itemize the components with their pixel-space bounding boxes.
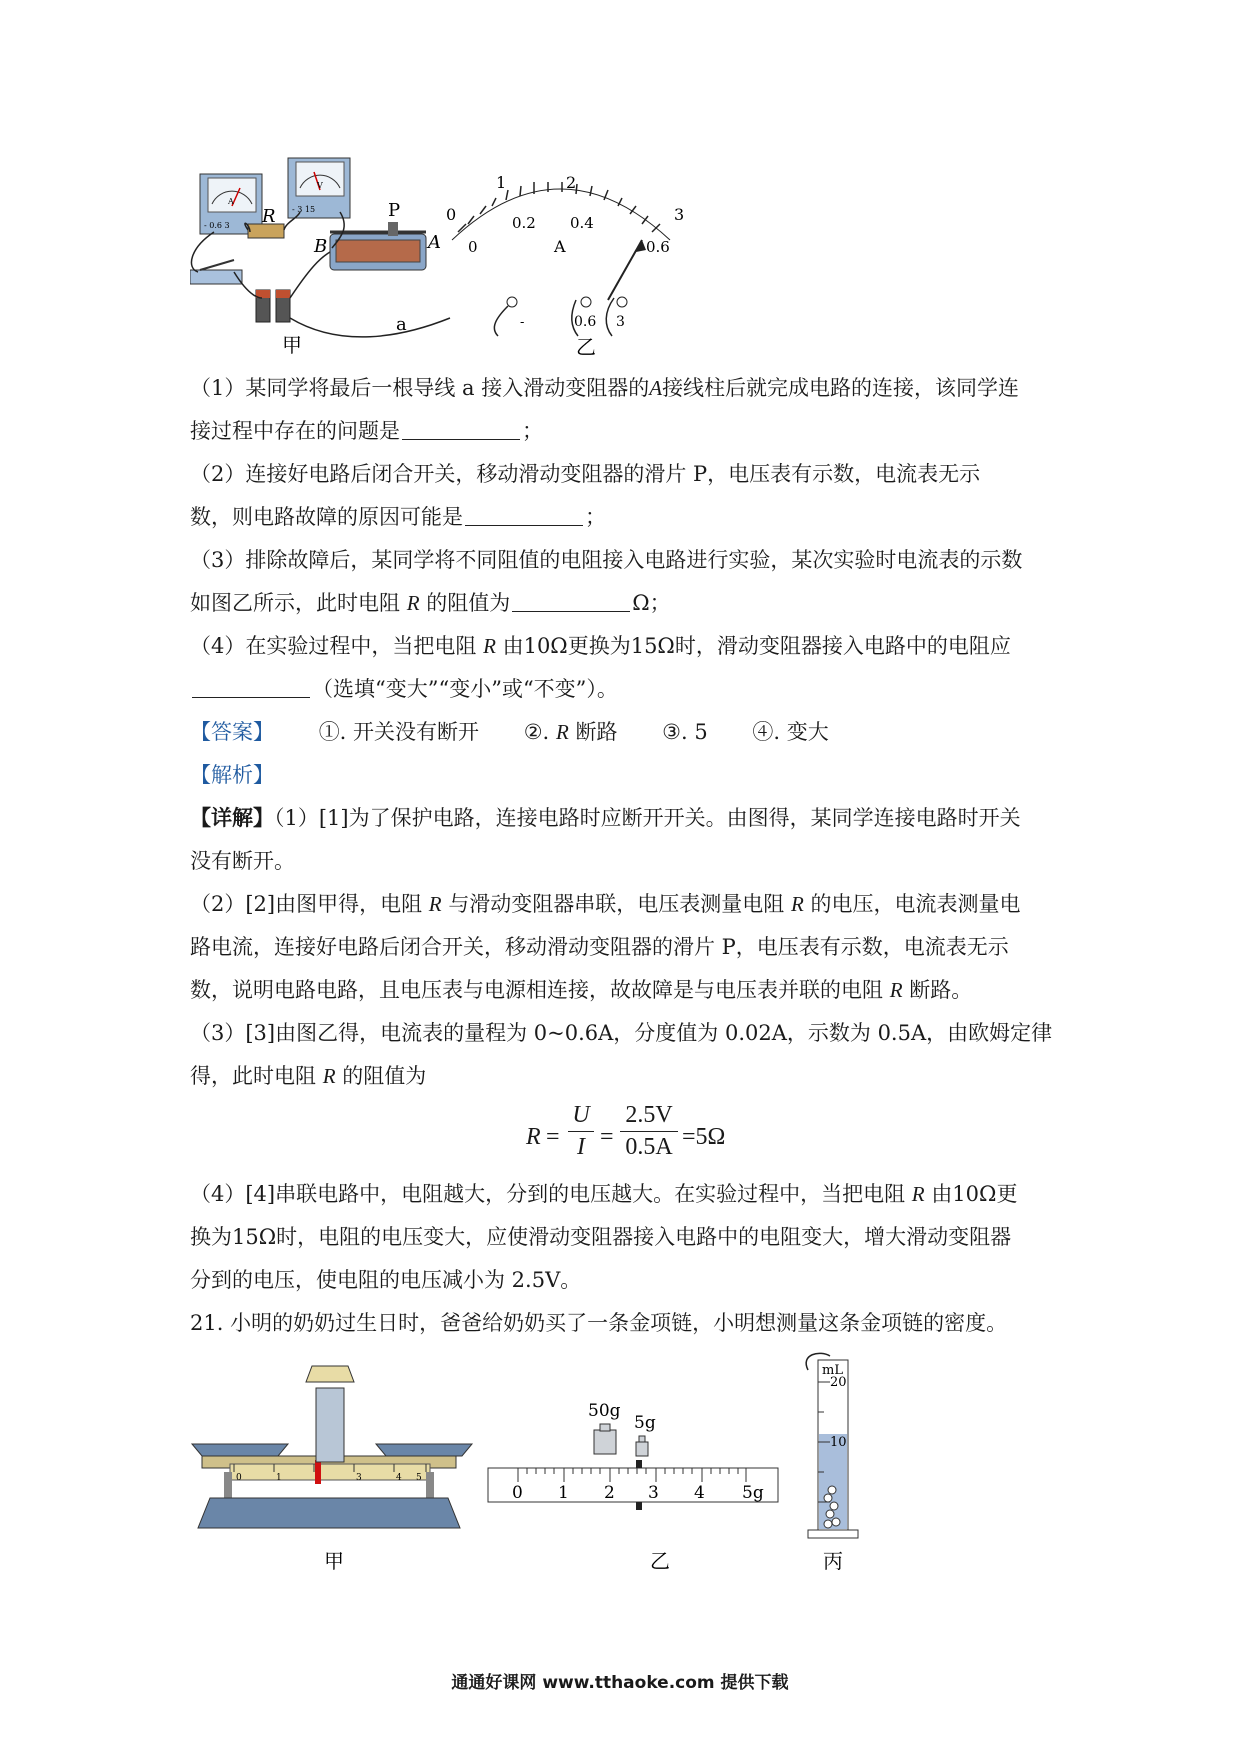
figure2-caption-1: 甲: [324, 1549, 344, 1573]
answer-item-4: ④. 变大: [752, 720, 829, 744]
figure2-caption-2: 乙: [650, 1549, 670, 1573]
dial-bottom-0.4: 0.4: [570, 214, 594, 232]
analysis-p2-line2: 路电流，连接好电路后闭合开关，移动滑动变阻器的滑片 P，电压表有示数，电流表无示: [190, 935, 1009, 959]
balance-tick-3: 3: [356, 1473, 362, 1483]
ohm-law-formula: R = U I = 2.5V 0.5A =5Ω: [526, 1102, 726, 1160]
weight-5g: 5g: [634, 1413, 656, 1433]
answer-item-2: ②. R 断路: [523, 720, 618, 744]
cylinder-mark-20: 20: [830, 1375, 847, 1390]
terminal-3: 3: [616, 314, 625, 330]
q2-line2: 数，则电路故障的原因可能是 ；: [190, 505, 606, 529]
scale-tick-3: 3: [648, 1483, 659, 1503]
answer-label: 【答案】: [190, 720, 274, 744]
dial-unit: A: [554, 237, 566, 256]
q4-line1: （4）在实验过程中，当把电阻 R 由10Ω更换为15Ω时，滑动变阻器接入电路中的电阻应: [190, 634, 1011, 658]
analysis-p2-line1: （2）[2]由图甲得，电阻 R 与滑动变阻器串联，电压表测量电阻 R 的电压，电流表测量电: [190, 892, 1021, 916]
page-footer: 通通好课网 www.tthaoke.com 提供下载: [451, 1673, 789, 1693]
analysis-label: 【解析】: [190, 763, 274, 787]
scale-tick-2: 2: [604, 1483, 615, 1503]
analysis-p4-line1: （4）[4]串联电路中，电阻越大，分到的电压越大。在实验过程中，当把电阻 R 由10Ω更: [190, 1182, 1018, 1206]
terminal-minus: -: [520, 315, 525, 330]
analysis-p4-line2: 换为15Ω时，电阻的电压变大，应使滑动变阻器接入电路中的电阻变大，增大滑动变阻器: [190, 1225, 1012, 1249]
balance-scale: [192, 1366, 472, 1573]
balance-tick-5: 5: [416, 1473, 422, 1483]
ammeter-symbol: A: [228, 197, 234, 206]
analysis-p3-line2: 得，此时电阻 R 的阻值为: [190, 1064, 427, 1088]
q3-answer-blank[interactable]: [512, 591, 630, 612]
analysis-p1-line1: 【详解】（1）[1]为了保护电路，连接电路时应断开开关。由图得，某同学连接电路时开关: [190, 805, 1021, 830]
scale-tick-5g: 5g: [742, 1483, 764, 1503]
q1-line2: 接过程中存在的问题是 ；: [190, 419, 543, 443]
q1-line1: （1）某同学将最后一根导线 a 接入滑动变阻器的A接线柱后就完成电路的连接，该同学连: [190, 376, 1020, 400]
measuring-cylinder: [806, 1353, 858, 1573]
slider-P-label: P: [388, 200, 401, 221]
analysis-p4-line3: 分到的电压，使电阻的电压减小为 2.5V。: [190, 1268, 582, 1292]
dial-top-1: 1: [496, 173, 507, 192]
dial-bottom-0.2: 0.2: [512, 214, 536, 232]
ammeter-dial: [446, 173, 684, 358]
terminal-A-label: A: [428, 232, 441, 253]
wire-a-label: a: [396, 314, 407, 335]
q1-answer-blank[interactable]: [402, 419, 520, 440]
figure1-caption-right: 乙: [576, 335, 596, 358]
rider-scale: [488, 1401, 778, 1573]
q2-line1: （2）连接好电路后闭合开关，移动滑动变阻器的滑片 P，电压表有示数，电流表无示: [190, 462, 981, 486]
q3-line2: 如图乙所示，此时电阻 R 的阻值为 Ω；: [190, 591, 671, 615]
balance-tick-4: 4: [396, 1473, 402, 1483]
cylinder-mark-10: 10: [830, 1435, 847, 1450]
dial-top-0: 0: [446, 205, 457, 224]
dial-top-3: 3: [674, 205, 685, 224]
scale-tick-1: 1: [558, 1483, 569, 1503]
answer-item-3: ③. 5: [662, 720, 708, 744]
answer-line: [190, 718, 829, 746]
balance-tick-1: 1: [276, 1473, 282, 1483]
balance-tick-0: 0: [236, 1473, 242, 1483]
circuit-figure: [190, 148, 710, 358]
q3-line1: （3）排除故障后，某同学将不同阻值的电阻接入电路进行实验，某次实验时电流表的示数: [190, 548, 1023, 572]
figure1-caption-left: 甲: [282, 333, 302, 357]
ammeter-terminals: - 0.6 3: [204, 221, 230, 230]
scale-tick-4: 4: [694, 1483, 705, 1503]
q2-answer-blank[interactable]: [465, 505, 583, 526]
q4-line2: （选填“变大”“变小”或“不变”）。: [190, 675, 618, 703]
voltmeter-symbol: V: [317, 181, 323, 190]
voltmeter-terminals: - 3 15: [292, 205, 316, 214]
q4-answer-blank[interactable]: [192, 677, 310, 698]
dial-top-2: 2: [566, 173, 577, 192]
resistor-label: R: [262, 206, 276, 227]
answer-item-1: ①. 开关没有断开: [318, 720, 480, 744]
terminal-0.6: 0.6: [574, 314, 597, 330]
cylinder-unit: mL: [822, 1363, 843, 1378]
scale-tick-0: 0: [512, 1483, 523, 1503]
figure2-caption-3: 丙: [823, 1549, 843, 1573]
analysis-p1-line2: 没有断开。: [190, 849, 295, 873]
analysis-p3-line1: （3）[3]由图乙得，电流表的量程为 0~0.6A，分度值为 0.02A，示数为 0.5A，由欧姆定律: [190, 1021, 1053, 1045]
terminal-B-label: B: [314, 236, 328, 257]
dial-bottom-0: 0: [468, 238, 478, 256]
q21-text: 21. 小明的奶奶过生日时，爸爸给奶奶买了一条金项链，小明想测量这条金项链的密度。: [190, 1311, 1008, 1335]
dial-bottom-0.6: 0.6: [646, 238, 670, 256]
weight-50g: 50g: [588, 1401, 621, 1421]
analysis-p2-line3: 数，说明电路电路，且电压表与电源相连接，故故障是与电压表并联的电阻 R 断路。: [190, 978, 973, 1002]
balance-figure: [190, 1352, 870, 1582]
